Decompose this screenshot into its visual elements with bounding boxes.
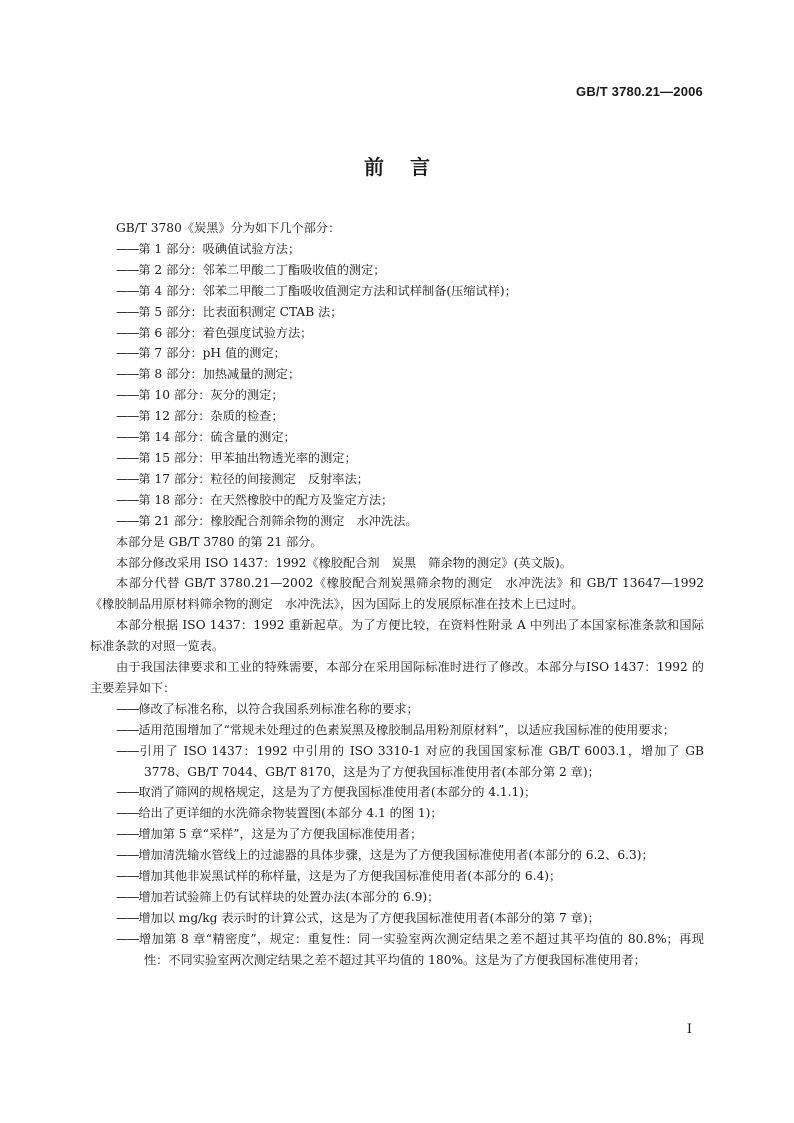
parts-list (90, 239, 704, 532)
paragraph: 本部分代替 GB/T 3780.21—2002《橡胶配合剂炭黑筛余物的测定 水冲洗法》和 GB/T 13647—1992《橡胶制品用原材料筛余物的测定 水冲洗法》，因为国际上的发展原标准在技术上已过时。 (90, 576, 704, 612)
list-dash: —— (116, 869, 139, 884)
page-number: I (686, 1022, 692, 1037)
list-item-text: 第 12 部分：杂质的检查； (138, 409, 284, 424)
list-dash: —— (116, 910, 139, 925)
list-dash: —— (116, 262, 139, 277)
list-item (90, 741, 704, 783)
list-item (90, 239, 704, 260)
list-item (90, 845, 704, 866)
list-item (90, 448, 704, 469)
list-item (90, 929, 704, 971)
list-item (90, 364, 704, 385)
list-item-text: 第 2 部分：邻苯二甲酸二丁酯吸收值的测定； (138, 262, 386, 277)
list-item-text: 第 18 部分：在天然橡胶中的配方及鉴定方法； (138, 492, 394, 507)
list-item-text: 给出了更详细的水洗筛余物装置图(本部分 4.1 的图 1)； (138, 806, 443, 821)
list-dash: —— (116, 367, 139, 382)
list-dash: —— (116, 806, 139, 821)
list-dash: —— (116, 931, 139, 946)
list-item (90, 803, 704, 824)
list-dash: —— (116, 325, 139, 340)
list-item-text: 修改了标准名称，以符合我国系列标准名称的要求； (138, 701, 419, 716)
list-dash: —— (116, 722, 139, 737)
list-item (90, 385, 704, 406)
differences-list (90, 699, 704, 971)
list-dash: —— (116, 848, 139, 863)
list-item (90, 343, 704, 364)
list-item-text: 第 6 部分：着色强度试验方法； (138, 325, 313, 340)
list-item-text: 增加以 mg/kg 表示时的计算公式，这是为了方便我国标准使用者(本部分的第 7 章)； (138, 910, 600, 925)
list-item-text: 适用范围增加了“常规未处理过的色素炭黑及橡胶制品用粉剂原材料”，以适应我国标准的使用要求； (138, 722, 675, 737)
list-item-text: 第 1 部分：吸碘值试验方法； (138, 241, 301, 256)
list-item-text: 第 14 部分：硫含量的测定； (138, 430, 296, 445)
list-dash: —— (116, 492, 139, 507)
list-item (90, 720, 704, 741)
list-item (90, 511, 704, 532)
list-item-text: 引用了 ISO 1437：1992 中引用的 ISO 3310-1 对应的我国国家标准 GB/T 6003.1，增加了 GB 3778、GB/T 7044、GB/T 8170，这是为了方便我国标准使用者(本部分第 2 章)； (138, 743, 704, 779)
list-item (90, 908, 704, 929)
list-dash: —— (116, 409, 139, 424)
list-item (90, 782, 704, 803)
list-item (90, 302, 704, 323)
list-item-text: 第 8 部分：加热减量的测定； (138, 367, 301, 382)
list-dash: —— (116, 701, 139, 716)
list-dash: —— (116, 890, 139, 904)
list-item (90, 281, 704, 302)
list-item-text: 增加若试验筛上仍有试样块的处置办法(本部分的 6.9)； (138, 890, 440, 904)
list-item (90, 866, 704, 887)
paragraph: 本部分根据 ISO 1437：1992 重新起草。为了方便比较，在资料性附录 A 中列出了本国家标准条款和国际标准条款的对照一览表。 (90, 618, 704, 654)
list-item-text: 第 17 部分：粒径的间接测定 反射率法； (138, 471, 369, 486)
paragraph: 本部分是 GB/T 3780 的第 21 部分。 (116, 534, 323, 549)
list-item (90, 699, 704, 720)
list-item (90, 887, 704, 908)
list-dash: —— (116, 450, 139, 465)
list-item (90, 490, 704, 511)
list-item-text: 第 21 部分：橡胶配合剂筛余物的测定 水冲洗法。 (138, 513, 418, 528)
paragraph: 由于我国法律要求和工业的特殊需要，本部分在采用国际标准时进行了修改。本部分与ISO 1437：1992 的主要差异如下： (90, 660, 704, 695)
list-dash: —— (116, 283, 139, 298)
page-title: 前言 (364, 155, 456, 179)
list-item-text: 增加其他非炭黑试样的称样量，这是为了方便我国标准使用者(本部分的 6.4)； (138, 869, 562, 884)
list-item (90, 469, 704, 490)
list-item-text: 增加清洗输水管线上的过滤器的具体步骤，这是为了方便我国标准使用者(本部分的 6.2、6.3)； (138, 848, 654, 863)
list-dash: —— (116, 743, 139, 758)
list-item (90, 323, 704, 344)
list-item (90, 406, 704, 427)
list-item (90, 427, 704, 448)
paragraph: 本部分修改采用 ISO 1437：1992《橡胶配合剂 炭黑 筛余物的测定》(英文版)。 (116, 555, 572, 570)
list-dash: —— (116, 304, 139, 319)
list-item-text: 第 5 部分：比表面积测定 CTAB 法； (138, 304, 343, 319)
list-item-text: 第 10 部分：灰分的测定； (138, 388, 284, 403)
list-item-text: 增加第 8 章“精密度”，规定：重复性：同一实验室两次测定结果之差不超过其平均值的 80.8%；再现性：不同实验室两次测定结果之差不超过其平均值的 180%。这是为了方便我国标准使用者； (138, 931, 704, 967)
list-dash: —— (116, 513, 139, 528)
list-item-text: 第 4 部分：邻苯二甲酸二丁酯吸收值测定方法和试样制备(压缩试样)； (138, 283, 517, 298)
list-item (90, 260, 704, 281)
standard-number: GB/T 3780.21—2006 (576, 84, 703, 99)
list-dash: —— (116, 827, 139, 842)
list-item-text: 增加第 5 章“采样”，这是为了方便我国标准使用者； (138, 827, 423, 842)
list-dash: —— (116, 388, 139, 403)
list-dash: —— (116, 430, 139, 445)
list-item-text: 取消了筛网的规格规定，这是为了方便我国标准使用者(本部分的 4.1.1)； (138, 785, 537, 800)
document-body (90, 218, 704, 971)
intro-paragraph: GB/T 3780《炭黑》分为如下几个部分： (116, 221, 341, 235)
list-item (90, 824, 704, 845)
list-item-text: 第 15 部分：甲苯抽出物透光率的测定； (138, 450, 357, 465)
list-dash: —— (116, 785, 139, 800)
list-dash: —— (116, 346, 139, 361)
list-dash: —— (116, 471, 139, 486)
list-item-text: 第 7 部分：pH 值的测定； (138, 346, 286, 361)
list-dash: —— (116, 241, 139, 256)
